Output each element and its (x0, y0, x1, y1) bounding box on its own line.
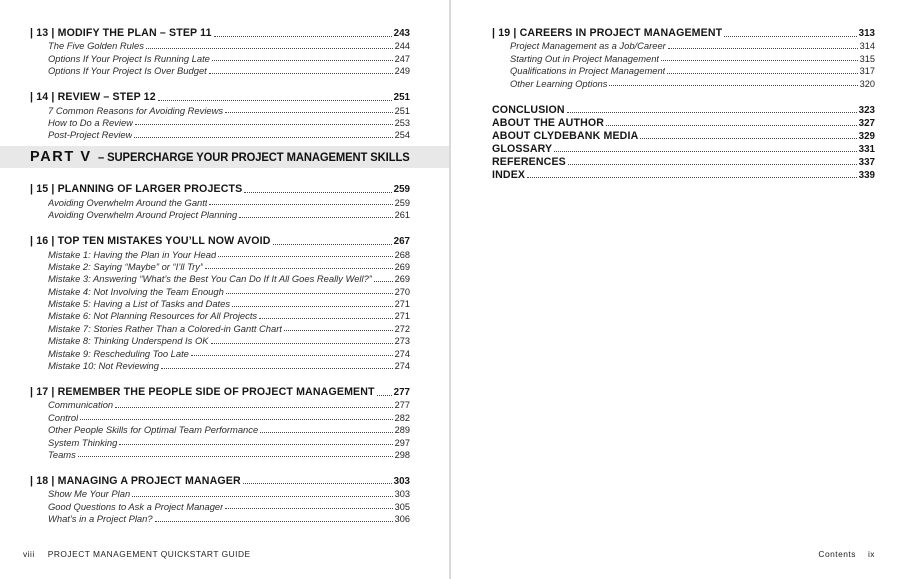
toc-sub-entry (30, 359, 410, 371)
toc-backmatter-entry (492, 103, 875, 116)
page-folio: ix (867, 549, 875, 559)
dot-leader (243, 483, 392, 484)
toc-sub-entry (30, 260, 410, 272)
dot-leader (209, 73, 393, 74)
toc-chapter-entry (30, 232, 410, 247)
entry-page-number: 298 (394, 449, 410, 460)
toc-sub-entry (30, 297, 410, 309)
entry-title: System Thinking (48, 436, 118, 448)
entry-title: Other People Skills for Optimal Team Performance (48, 424, 259, 436)
entry-page-number: 277 (394, 400, 410, 411)
toc-sub-entry (30, 272, 410, 284)
toc-sub-entry (30, 487, 410, 499)
toc-sub-entry (30, 512, 410, 524)
entry-page-number: 339 (858, 169, 875, 181)
toc-sub-entry (30, 116, 410, 128)
footer-left (23, 549, 251, 559)
entry-title: Show Me Your Plan (48, 488, 131, 500)
toc-sub-entry (30, 398, 410, 410)
entry-title: Mistake 5: Having a List of Tasks and Dates (48, 298, 231, 310)
running-title: Contents (818, 549, 856, 559)
dot-leader (161, 368, 393, 369)
page-folio: viii (23, 549, 35, 559)
toc-chapter-entry (30, 88, 410, 103)
entry-page-number: 267 (393, 236, 410, 248)
dot-leader (239, 217, 392, 218)
entry-page-number: 313 (858, 28, 875, 39)
toc-backmatter-entry (492, 142, 875, 155)
entry-title: Mistake 3: Answering “What’s the Best You Can Do If It All Goes Really Well?” (48, 273, 372, 285)
toc-sub-entry (492, 51, 875, 63)
toc-chapter-entry (30, 180, 410, 195)
entry-title: REFERENCES (492, 155, 566, 168)
toc-sub-entry (30, 321, 410, 333)
dot-leader (554, 151, 856, 152)
entry-page-number: 305 (394, 501, 410, 512)
toc-sub-entry (30, 103, 410, 115)
page-right (492, 24, 875, 181)
dot-leader (232, 306, 393, 307)
toc-sub-entry (30, 247, 410, 259)
entry-title: Avoiding Overwhelm Around the Gantt (48, 196, 208, 208)
toc-section (30, 383, 410, 460)
entry-title: Mistake 8: Thinking Underspend Is OK (48, 335, 209, 347)
entry-title: Mistake 10: Not Reviewing (48, 360, 159, 372)
toc-sub-entry (30, 208, 410, 220)
entry-title: GLOSSARY (492, 142, 553, 155)
entry-title: | 18 | MANAGING A PROJECT MANAGER (30, 474, 241, 487)
entry-title: Avoiding Overwhelm Around Project Planning (48, 209, 238, 221)
toc-chapter-entry (30, 383, 410, 398)
dot-leader (214, 36, 392, 37)
entry-page-number: 251 (394, 105, 410, 116)
entry-page-number: 273 (394, 336, 410, 347)
entry-page-number: 329 (858, 130, 875, 142)
toc-sub-entry (30, 334, 410, 346)
dot-leader (191, 355, 393, 356)
entry-page-number: 251 (393, 92, 410, 104)
entry-page-number: 282 (394, 412, 410, 423)
entry-page-number: 243 (393, 28, 410, 39)
dot-leader (606, 125, 857, 126)
toc-section (30, 472, 410, 524)
page-gutter-divider (449, 0, 451, 579)
toc-section (30, 232, 410, 371)
toc-backmatter-entry (492, 129, 875, 142)
entry-page-number: 270 (394, 286, 410, 297)
entry-page-number: 274 (394, 348, 410, 359)
entry-title: Communication (48, 399, 114, 411)
entry-title: | 14 | REVIEW – STEP 12 (30, 91, 156, 104)
dot-leader (115, 407, 393, 408)
toc-section (30, 24, 410, 76)
toc-section (30, 88, 410, 140)
toc-sub-entry (30, 195, 410, 207)
footer-right (818, 549, 875, 559)
entry-page-number: 331 (858, 143, 875, 155)
entry-page-number: 271 (394, 311, 410, 322)
entry-page-number: 277 (393, 387, 410, 399)
toc-sub-entry (30, 51, 410, 63)
toc-sub-entry (30, 39, 410, 51)
entry-page-number: 327 (858, 117, 875, 129)
dot-leader (80, 419, 392, 420)
dot-leader (724, 36, 856, 37)
toc-chapter-entry (30, 472, 410, 487)
dot-leader (259, 318, 393, 319)
entry-title: Mistake 6: Not Planning Resources for All Projects (48, 310, 258, 322)
toc-right-column (492, 24, 875, 181)
entry-page-number: 323 (858, 104, 875, 116)
toc-sub-entry (30, 346, 410, 358)
dot-leader (609, 85, 857, 86)
entry-page-number: 274 (394, 361, 410, 372)
dot-leader (205, 268, 393, 269)
entry-page-number: 249 (394, 66, 410, 77)
dot-leader (135, 124, 393, 125)
entry-page-number: 247 (394, 53, 410, 64)
entry-page-number: 297 (394, 437, 410, 448)
dot-leader (226, 293, 393, 294)
entry-title: 7 Common Reasons for Avoiding Reviews (48, 104, 224, 116)
dot-leader (640, 138, 856, 139)
entry-title: ABOUT THE AUTHOR (492, 116, 605, 129)
toc-sub-entry (30, 284, 410, 296)
dot-leader (211, 343, 393, 344)
toc-sub-entry (492, 76, 875, 88)
dot-leader (567, 112, 857, 113)
entry-page-number: 303 (394, 489, 410, 500)
toc-left-column (30, 24, 410, 524)
dot-leader (218, 256, 393, 257)
toc-sub-entry (492, 39, 875, 51)
dot-leader (273, 244, 392, 245)
entry-title: | 13 | MODIFY THE PLAN – STEP 11 (30, 27, 212, 39)
entry-page-number: 306 (394, 514, 410, 525)
toc-sub-entry (30, 448, 410, 460)
toc-sub-entry (30, 309, 410, 321)
entry-page-number: 272 (394, 323, 410, 334)
entry-title: Mistake 1: Having the Plan in Your Head (48, 248, 217, 260)
dot-leader (225, 508, 392, 509)
page-left (30, 24, 410, 524)
entry-title: | 17 | REMEMBER THE PEOPLE SIDE OF PROJECT MANAGEMENT (30, 386, 375, 399)
entry-page-number: 244 (394, 41, 410, 52)
entry-title: | 15 | PLANNING OF LARGER PROJECTS (30, 183, 243, 196)
entry-page-number: 303 (393, 475, 410, 487)
entry-title: Teams (48, 448, 76, 460)
dot-leader (260, 432, 393, 433)
entry-page-number: 337 (858, 156, 875, 168)
toc-sub-entry (30, 435, 410, 447)
entry-title: Mistake 7: Stories Rather Than a Colored-in Gantt Chart (48, 322, 282, 334)
dot-leader (667, 73, 857, 74)
dot-leader (146, 48, 393, 49)
entry-title: | 16 | TOP TEN MISTAKES YOU’LL NOW AVOID (30, 235, 271, 248)
dot-leader (155, 521, 393, 522)
entry-page-number: 261 (394, 210, 410, 221)
toc-sub-entry (30, 64, 410, 76)
dot-leader (377, 395, 392, 396)
entry-title: Other Learning Options (510, 77, 608, 89)
toc-backmatter-entry (492, 116, 875, 129)
entry-title: Good Questions to Ask a Project Manager (48, 500, 224, 512)
toc-chapter-entry (492, 24, 875, 39)
dot-leader (284, 330, 393, 331)
toc-backmatter-entry (492, 168, 875, 181)
toc-sub-entry (30, 128, 410, 140)
toc-sub-entry (492, 64, 875, 76)
entry-title: Options If Your Project Is Over Budget (48, 65, 207, 77)
entry-title: What’s in a Project Plan? (48, 513, 153, 525)
entry-page-number: 271 (394, 299, 410, 310)
entry-title: Mistake 2: Saying “Maybe” or “I’ll Try” (48, 260, 204, 272)
running-title: PROJECT MANAGEMENT QUICKSTART GUIDE (47, 549, 251, 559)
dot-leader (209, 204, 392, 205)
dot-leader (132, 496, 392, 497)
toc-sub-entry (30, 423, 410, 435)
entry-page-number: 269 (394, 261, 410, 272)
entry-title: Qualifications in Project Management (510, 65, 666, 77)
entry-page-number: 320 (859, 78, 875, 89)
entry-page-number: 254 (394, 130, 410, 141)
dot-leader (134, 137, 392, 138)
toc-section (492, 103, 875, 181)
part-heading-banner (0, 146, 449, 168)
dot-leader (661, 60, 858, 61)
entry-title: Control (48, 411, 79, 423)
entry-title: How to Do a Review (48, 116, 133, 128)
entry-title: Options If Your Project Is Running Late (48, 52, 210, 64)
entry-page-number: 317 (859, 66, 875, 77)
toc-section (492, 24, 875, 89)
dot-leader (158, 100, 392, 101)
entry-title: CONCLUSION (492, 103, 565, 116)
part-title: – SUPERCHARGE YOUR PROJECT MANAGEMENT SKILLS (97, 150, 410, 165)
dot-leader (212, 60, 393, 61)
dot-leader (527, 177, 857, 178)
entry-title: | 19 | CAREERS IN PROJECT MANAGEMENT (492, 27, 723, 39)
entry-title: ABOUT CLYDEBANK MEDIA (492, 129, 639, 142)
dot-leader (225, 112, 393, 113)
entry-page-number: 314 (859, 41, 875, 52)
toc-chapter-entry (30, 24, 410, 39)
entry-title: Mistake 9: Rescheduling Too Late (48, 347, 189, 359)
dot-leader (668, 48, 858, 49)
entry-page-number: 259 (393, 184, 410, 196)
entry-title: INDEX (492, 168, 526, 181)
entry-title: Project Management as a Job/Career (510, 40, 666, 52)
toc-sub-entry (30, 499, 410, 511)
part-label: PART V (30, 149, 92, 166)
toc-section (30, 180, 410, 220)
entry-title: Post-Project Review (48, 129, 133, 141)
dot-leader (374, 281, 393, 282)
entry-title: Starting Out in Project Management (510, 52, 660, 64)
entry-page-number: 315 (859, 53, 875, 64)
entry-page-number: 268 (394, 249, 410, 260)
dot-leader (244, 192, 391, 193)
entry-page-number: 259 (394, 197, 410, 208)
dot-leader (568, 164, 857, 165)
toc-backmatter-entry (492, 155, 875, 168)
entry-page-number: 253 (394, 117, 410, 128)
dot-leader (78, 456, 393, 457)
entry-title: The Five Golden Rules (48, 40, 144, 52)
entry-page-number: 269 (394, 274, 410, 285)
entry-page-number: 289 (394, 425, 410, 436)
entry-title: Mistake 4: Not Involving the Team Enough (48, 285, 224, 297)
dot-leader (119, 444, 392, 445)
toc-sub-entry (30, 410, 410, 422)
